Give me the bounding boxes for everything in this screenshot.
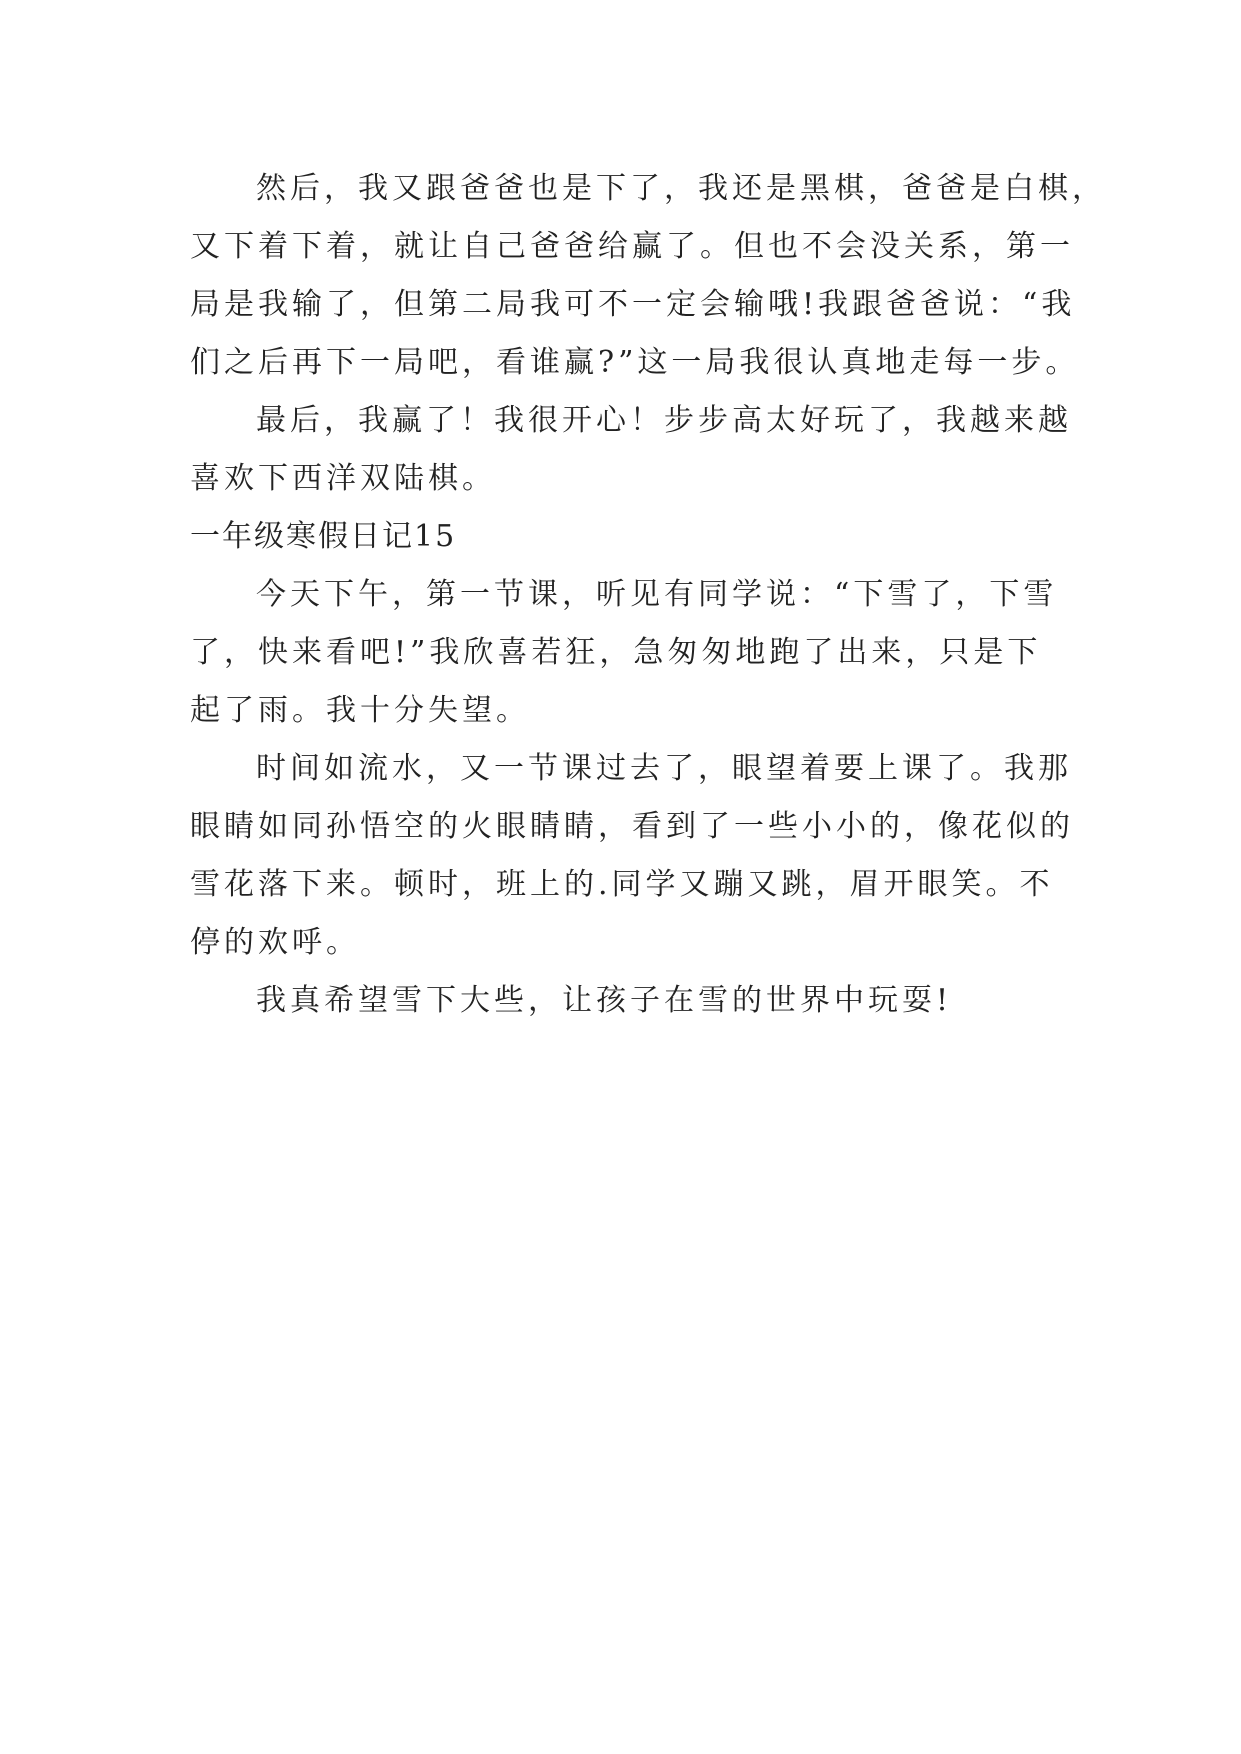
text-line: 停的欢呼。 — [190, 925, 360, 960]
text-line: 然后，我又跟爸爸也是下了，我还是黑棋，爸爸是白棋， — [256, 171, 1106, 206]
paragraph-chess-result — [190, 392, 1072, 508]
text-line: 我真希望雪下大些，让孩子在雪的世界中玩耍! — [256, 983, 953, 1018]
paragraph-snowfall — [190, 740, 1074, 972]
section-heading: 一年级寒假日记15 — [190, 519, 457, 554]
text-line: 时间如流水，又一节课过去了，眼望着要上课了。我那 — [256, 751, 1072, 786]
text-line: 起了雨。我十分失望。 — [190, 693, 530, 728]
document-body — [190, 160, 1106, 1030]
text-line: 们之后再下一局吧，看谁赢?”这一局我很认真地走每一步。 — [190, 345, 1080, 380]
paragraph-snow-news — [190, 566, 1060, 740]
text-line: 最后，我赢了！我很开心！步步高太好玩了，我越来越 — [256, 403, 1072, 438]
text-line: 今天下午，第一节课，听见有同学说：“下雪了，下雪 — [256, 577, 1058, 612]
paragraph-wish — [190, 972, 1060, 1030]
text-line: 了，快来看吧!”我欣喜若狂，急匆匆地跑了出来，只是下 — [190, 635, 1042, 670]
text-line: 局是我输了，但第二局我可不一定会输哦!我跟爸爸说：“我 — [190, 287, 1076, 322]
paragraph-chess-game — [190, 160, 1106, 392]
text-line: 眼睛如同孙悟空的火眼睛睛，看到了一些小小的，像花似的 — [190, 809, 1074, 844]
text-line: 喜欢下西洋双陆棋。 — [190, 461, 496, 496]
text-line: 雪花落下来。顿时，班上的.同学又蹦又跳，眉开眼笑。不 — [190, 867, 1054, 902]
text-line: 又下着下着，就让自己爸爸给赢了。但也不会没关系，第一 — [190, 229, 1074, 264]
